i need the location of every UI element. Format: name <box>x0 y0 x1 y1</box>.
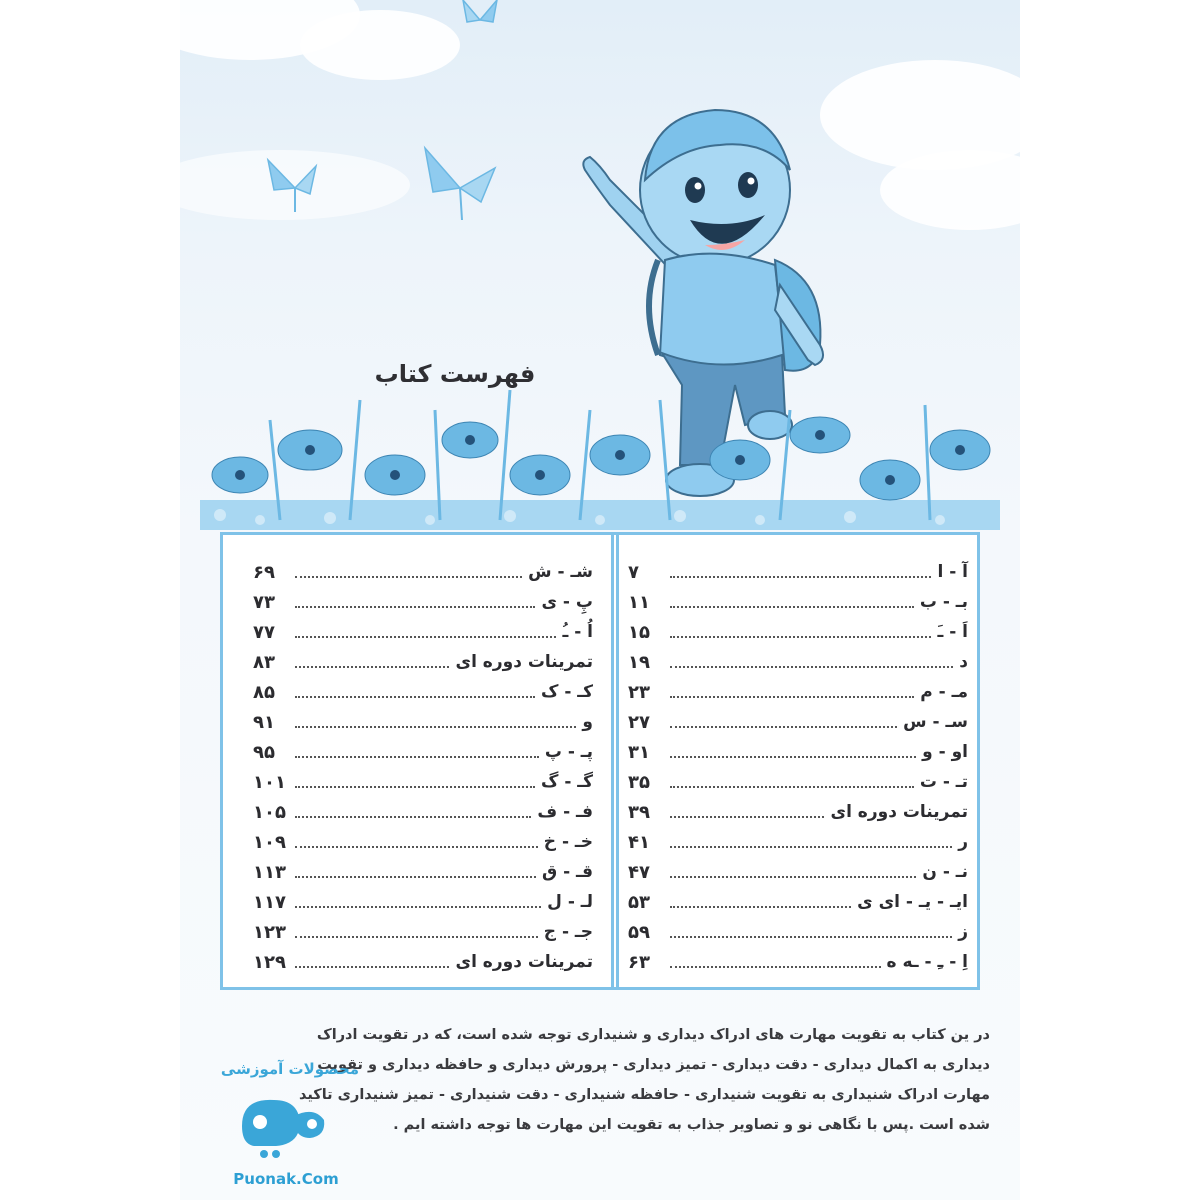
toc-entry-page: ۹۵ <box>253 741 275 763</box>
toc-row <box>628 827 968 857</box>
toc-entry-page: ۳۹ <box>628 801 650 823</box>
toc-entry-label: تمرینات دوره ای <box>830 802 968 822</box>
toc-row <box>253 707 593 737</box>
toc-entry-label: مـ - م <box>920 682 968 702</box>
intro-line: در ین کتاب به تقویت مهارت های ادراک دیداری و شنیداری توجه شده است، که در تقویت ادراک <box>316 1027 990 1043</box>
toc-entry-page: ۱۲۳ <box>253 921 286 943</box>
dot-leader <box>670 776 914 788</box>
intro-line: شده است .پس با نگاهی نو و تصاویر جذاب به تقویت این مهارت ها توجه داشته ایم . <box>393 1117 990 1133</box>
dot-leader <box>295 776 535 788</box>
toc-entry-page: ۵۳ <box>628 891 650 913</box>
toc-row <box>253 617 593 647</box>
toc-entry-page: ۷۳ <box>253 591 275 613</box>
toc-column-left <box>253 557 593 977</box>
dot-leader <box>670 956 881 968</box>
toc-row <box>628 797 968 827</box>
dot-leader <box>295 656 449 668</box>
toc-entry-page: ۷ <box>628 561 639 583</box>
toc-entry-label: کـ - ک <box>541 682 593 702</box>
dot-leader <box>670 926 952 938</box>
toc-row <box>628 587 968 617</box>
toc-entry-page: ۱۱ <box>628 591 650 613</box>
toc-title: فهرست کتاب <box>374 360 536 388</box>
dot-leader <box>295 716 576 728</box>
logo-url: Puonak.Com <box>233 1170 339 1188</box>
flower-strip <box>200 380 1000 545</box>
toc-row <box>628 857 968 887</box>
logo-tagline: محصولات آموزشی <box>220 1060 360 1078</box>
toc-row <box>253 857 593 887</box>
toc-entry-label: نـ - ن <box>922 862 968 882</box>
toc-entry-page: ۱۵ <box>628 621 650 643</box>
intro-line: دیداری به اکمال دیداری - دقت دیداری - تمیز دیداری - پرورش دیداری و حافظه دیداری و تقویت <box>317 1057 990 1073</box>
toc-entry-label: بـ - ب <box>919 592 968 612</box>
toc-entry-label: د <box>959 652 968 672</box>
book-page <box>180 0 1020 1200</box>
dot-leader <box>295 896 541 908</box>
toc-entry-label: فـ - ف <box>537 802 593 822</box>
toc-row <box>253 677 593 707</box>
intro-line: مهارت ادراک شنیداری به تقویت شنیداری - حافظه شنیداری - دقت شنیداری - تمیز شنیداری تاکید <box>299 1087 990 1103</box>
toc-entry-label: ز <box>958 922 968 942</box>
dot-leader <box>295 836 538 848</box>
butterfly-icon <box>455 0 505 30</box>
puonak-logo-mark <box>234 1086 330 1158</box>
toc-row <box>253 587 593 617</box>
dot-leader <box>295 866 536 878</box>
toc-row <box>628 947 968 977</box>
dot-leader <box>295 566 522 578</box>
dot-leader <box>670 806 824 818</box>
toc-row <box>628 557 968 587</box>
toc-entry-page: ۶۳ <box>628 951 650 973</box>
puonak-logo <box>204 1060 360 1195</box>
toc-entry-page: ۱۰۵ <box>253 801 286 823</box>
toc-entry-page: ۳۵ <box>628 771 650 793</box>
dot-leader <box>670 596 914 608</box>
toc-entry-page: ۱۱۳ <box>253 861 286 883</box>
toc-row <box>628 737 968 767</box>
toc-entry-page: ۷۷ <box>253 621 275 643</box>
toc-row <box>253 827 593 857</box>
toc-entry-label: ایـ - یـ - ای ی <box>857 892 968 912</box>
dot-leader <box>670 836 952 848</box>
toc-row <box>253 767 593 797</box>
toc-row <box>628 917 968 947</box>
toc-entry-label: تـ - ت <box>919 772 968 792</box>
toc-entry-page: ۶۹ <box>253 561 275 583</box>
column-divider <box>611 532 619 990</box>
toc-entry-label: سـ - س <box>903 712 968 732</box>
toc-row <box>628 617 968 647</box>
toc-entry-label: تمرینات دوره ای <box>455 652 593 672</box>
toc-entry-label: اُ - ـُ <box>562 622 593 642</box>
toc-entry-label: آ - ا <box>937 562 968 582</box>
toc-entry-page: ۳۱ <box>628 741 650 763</box>
toc-entry-label: ر <box>958 832 968 852</box>
dot-leader <box>670 656 953 668</box>
toc-row <box>253 917 593 947</box>
toc-row <box>628 887 968 917</box>
cloud <box>300 10 460 80</box>
toc-row <box>253 797 593 827</box>
toc-entry-page: ۲۷ <box>628 711 650 733</box>
toc-entry-page: ۸۵ <box>253 681 275 703</box>
toc-row <box>253 737 593 767</box>
toc-row <box>628 647 968 677</box>
toc-entry-page: ۴۱ <box>628 831 650 853</box>
toc-entry-label: اَ - ـَ <box>937 622 968 642</box>
toc-entry-page: ۴۷ <box>628 861 650 883</box>
toc-entry-label: اِ - ـِ - ـه ه <box>886 952 968 972</box>
dot-leader <box>295 806 531 818</box>
toc-entry-page: ۲۳ <box>628 681 650 703</box>
dot-leader <box>295 686 535 698</box>
toc-entry-label: شـ - ش <box>528 562 593 582</box>
toc-entry-page: ۱۰۹ <box>253 831 286 853</box>
toc-row <box>628 767 968 797</box>
toc-entry-page: ۱۹ <box>628 651 650 673</box>
toc-frame <box>220 532 980 990</box>
toc-entry-page: ۵۹ <box>628 921 650 943</box>
butterfly-icon <box>415 140 505 230</box>
dot-leader <box>295 926 538 938</box>
dot-leader <box>670 716 897 728</box>
toc-entry-page: ۱۰۱ <box>253 771 286 793</box>
toc-entry-label: و <box>582 712 593 732</box>
toc-row <box>253 557 593 587</box>
toc-entry-label: پـ - پ <box>544 742 593 762</box>
butterfly-icon <box>260 150 330 220</box>
toc-entry-page: ۸۳ <box>253 651 275 673</box>
toc-row <box>253 647 593 677</box>
toc-entry-label: گـ - گ <box>541 772 593 792</box>
toc-entry-label: تمرینات دوره ای <box>455 952 593 972</box>
toc-row <box>628 707 968 737</box>
dot-leader <box>670 866 916 878</box>
dot-leader <box>670 686 914 698</box>
toc-entry-label: خـ - خ <box>543 832 593 852</box>
dot-leader <box>295 956 449 968</box>
toc-entry-page: ۱۱۷ <box>253 891 286 913</box>
toc-row <box>253 947 593 977</box>
dot-leader <box>670 566 931 578</box>
toc-entry-label: قـ - ق <box>541 862 593 882</box>
toc-row <box>253 887 593 917</box>
dot-leader <box>670 896 851 908</box>
toc-entry-page: ۹۱ <box>253 711 275 733</box>
toc-entry-label: پِ - ی <box>541 592 593 612</box>
toc-column-right <box>628 557 968 977</box>
toc-entry-page: ۱۲۹ <box>253 951 286 973</box>
toc-entry-label: جـ - ج <box>543 922 593 942</box>
dot-leader <box>670 746 916 758</box>
dot-leader <box>670 626 931 638</box>
toc-entry-label: لـ - ل <box>547 892 593 912</box>
toc-row <box>628 677 968 707</box>
dot-leader <box>295 746 539 758</box>
toc-entry-label: او - و <box>922 742 968 762</box>
dot-leader <box>295 626 556 638</box>
dot-leader <box>295 596 535 608</box>
